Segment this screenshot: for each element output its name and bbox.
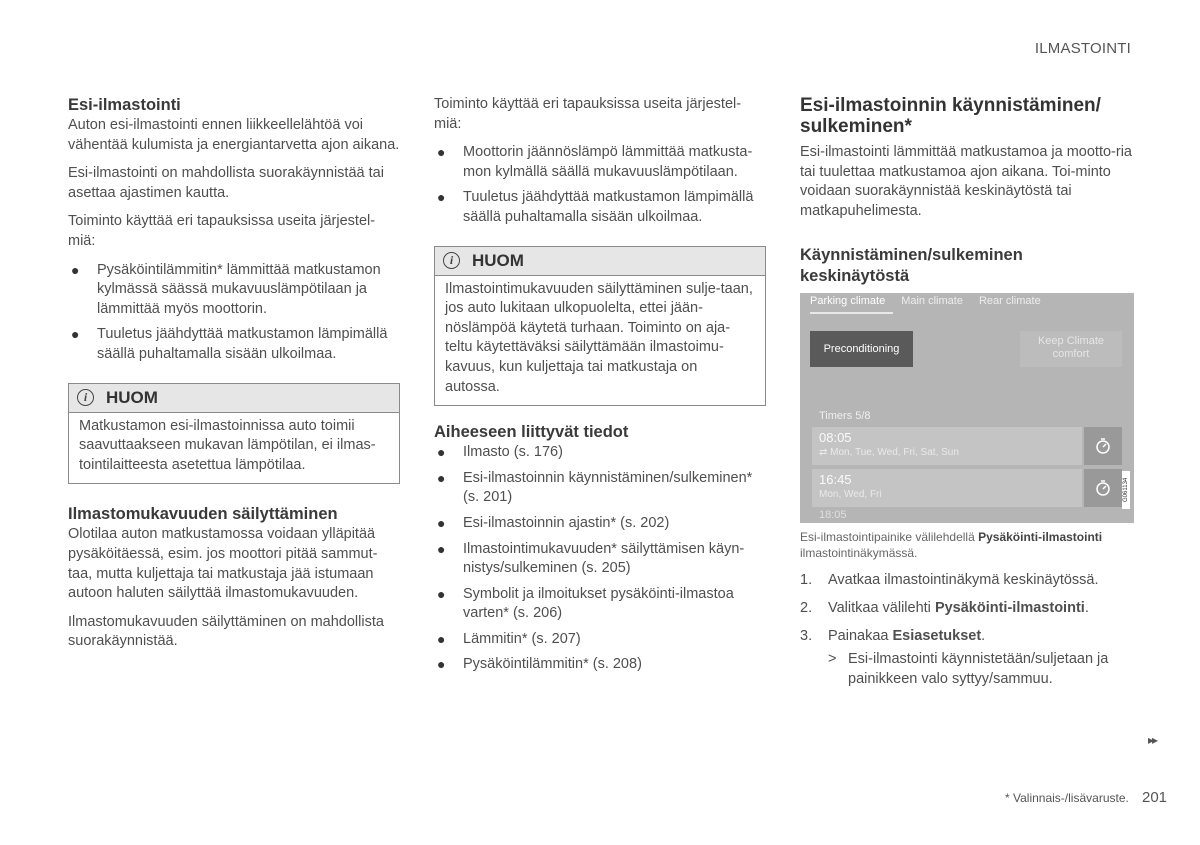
step-result: > Esi-ilmastointi käynnistetään/suljetaan ja painikkeen valo syttyy/sammuu. xyxy=(828,651,1109,687)
list-item: ● Tuuletus jäähdyttää matkustamon lämpimällä säällä puhaltamalla sisään ulkoilmaa. xyxy=(71,326,388,362)
bullet-icon: ● xyxy=(437,444,446,461)
bullet-icon: ● xyxy=(437,585,446,602)
footnote: * Valinnais-/lisävaruste. xyxy=(1005,791,1129,805)
related-list xyxy=(434,443,766,675)
image-code: G061134 xyxy=(1122,471,1130,509)
heading-related: Aiheeseen liittyvät tiedot xyxy=(434,423,629,442)
column-left xyxy=(68,95,400,661)
climate-tabs xyxy=(810,295,1057,314)
timer-days: ⇄ Mon, Tue, Wed, Fri, Sat, Sun xyxy=(819,447,959,459)
list-item: ● Tuuletus jäähdyttää matkustamon lämpimällä säällä puhaltamalla sisään ulkoilmaa. xyxy=(437,189,754,225)
note-box xyxy=(434,246,766,407)
timer-toggle-button[interactable] xyxy=(1084,427,1122,465)
related-link[interactable]: ● Lämmitin* (s. 207) xyxy=(434,630,766,650)
note-header xyxy=(435,247,765,276)
continue-arrows-icon: ▸▸ xyxy=(1148,733,1157,747)
preconditioning-button[interactable]: Preconditioning xyxy=(810,331,913,367)
timer-days: Mon, Wed, Fri xyxy=(819,489,882,501)
info-icon: i xyxy=(77,389,94,406)
related-link[interactable]: ● Esi-ilmastoinnin ajastin* (s. 202) xyxy=(434,514,766,534)
bullet-icon: ● xyxy=(437,189,446,206)
tab-main-climate[interactable]: Main climate xyxy=(901,295,963,308)
bullet-icon: ● xyxy=(437,656,446,673)
heading-esi-ilmastointi: Esi-ilmastointi xyxy=(68,96,181,114)
timer-time: 08:05 xyxy=(819,430,852,446)
note-title: HUOM xyxy=(472,250,524,270)
bullet-icon: ● xyxy=(437,469,446,486)
bullet-icon: ● xyxy=(71,261,80,278)
heading-sub: Käynnistäminen/sulkeminen keskinäytöstä xyxy=(800,246,1023,286)
note-header xyxy=(69,384,399,413)
keep-climate-button[interactable]: Keep Climate comfort xyxy=(1020,331,1122,367)
timer-toggle-button[interactable] xyxy=(1084,469,1122,507)
image-caption: Esi-ilmastointipainike välilehdellä Pysäköinti-ilmastointi ilmastointinäkymässä. xyxy=(800,530,1103,561)
bullet-icon: ● xyxy=(437,514,446,531)
step-list xyxy=(800,571,1134,646)
step-item: 3. Painakaa Esiasetukset. xyxy=(800,627,986,644)
list-item: ● Moottorin jäännöslämpö lämmittää matkusta-mon kylmällä säällä mukavuuslämpötilaan. xyxy=(437,144,753,180)
paragraph: Olotilaa auton matkustamossa voidaan ylläpitää pysäköitäessä, esim. jos moottori pitää sammut-taa, mutta kuljettaja tai matkustaja jää istumaan autoon haluten säilyttää ilmastomukavuuden. xyxy=(68,526,378,602)
bullet-list xyxy=(434,143,766,227)
timer-icon xyxy=(1094,479,1112,497)
list-item: ● Pysäköintilämmitin* lämmittää matkustamon kylmässä säässä mukavuuslämpötilaan ja lämmittää myös moottorin. xyxy=(71,261,381,317)
paragraph: Toiminto käyttää eri tapauksissa useita järjestel-miä: xyxy=(68,213,376,249)
related-link[interactable]: ● Ilmastointimukavuuden* säilyttämisen käyn-nistys/sulkeminen (s. 205) xyxy=(437,540,745,577)
step-item: 2. Valitkaa välilehti Pysäköinti-ilmastointi. xyxy=(800,599,1089,616)
timer-time-partial: 18:05 xyxy=(819,509,847,522)
center-display-image xyxy=(800,293,1134,523)
timer-row[interactable] xyxy=(812,427,1082,465)
timer-row[interactable] xyxy=(812,469,1082,507)
bullet-icon: ● xyxy=(437,630,446,647)
column-middle xyxy=(434,95,766,685)
section-header: ILMASTOINTI xyxy=(1034,40,1131,57)
bullet-icon: ● xyxy=(71,326,80,343)
tab-parking-climate[interactable]: Parking climate xyxy=(810,295,893,314)
info-icon: i xyxy=(443,252,460,269)
paragraph: Ilmastomukavuuden säilyttäminen on mahdollista suorakäynnistää. xyxy=(68,613,384,650)
heading-main: Esi-ilmastoinnin käynnistäminen/ sulkeminen* xyxy=(800,95,1101,137)
timer-icon xyxy=(1094,437,1112,455)
related-link[interactable]: ● Symbolit ja ilmoitukset pysäköinti-ilmastoa varten* (s. 206) xyxy=(437,585,734,622)
paragraph: Esi-ilmastointi on mahdollista suorakäynnistää tai asettaa ajastimen kautta. xyxy=(68,165,384,201)
related-link[interactable]: ● Ilmasto (s. 176) xyxy=(434,443,766,463)
paragraph: Toiminto käyttää eri tapauksissa useita järjestel-miä: xyxy=(434,96,742,132)
paragraph: Esi-ilmastointi lämmittää matkustamoa ja mootto-ria tai tuulettaa matkustamoa ajon aikana. Toi-minto voidaan suorakäynnistää keskinäytöstä tai matkapuhelimesta. xyxy=(800,144,1132,219)
bullet-list xyxy=(68,261,400,365)
related-link[interactable]: ● Pysäköintilämmitin* (s. 208) xyxy=(434,655,766,675)
note-title: HUOM xyxy=(106,387,158,407)
note-body: Ilmastointimukavuuden säilyttäminen sulje-taan, jos auto lukitaan ulkopuolelta, ettei jään-nöslämpöä käytetä turhaan. Toiminto on aja-teltu käytettäväksi säilyttämään ilmastoimu-kavuus, kun kuljettaja tai matkustaja on autossa. xyxy=(445,280,753,395)
result-arrow-icon: > xyxy=(828,651,837,668)
note-box xyxy=(68,383,400,485)
page-number: 201 xyxy=(1142,789,1168,806)
timers-label: Timers 5/8 xyxy=(819,410,871,423)
heading-ilmastomukavuus: Ilmastomukavuuden säilyttäminen xyxy=(68,505,338,524)
paragraph: Auton esi-ilmastointi ennen liikkeellelähtöä voi vähentää kulumista ja energiantarvetta ajon aikana. xyxy=(68,117,400,153)
bullet-icon: ● xyxy=(437,540,446,557)
step-item: 1. Avatkaa ilmastointinäkymä keskinäytössä. xyxy=(800,572,1099,589)
bullet-icon: ● xyxy=(437,144,446,161)
related-link[interactable]: ● Esi-ilmastoinnin käynnistäminen/sulkeminen* (s. 201) xyxy=(437,469,753,506)
note-body: Matkustamon esi-ilmastoinnissa auto toimii saavuttaakseen mukavan lämpötilan, ei ilmas-tointilaitteesta asetettua lämpötilaa. xyxy=(79,417,376,473)
tab-rear-climate[interactable]: Rear climate xyxy=(978,295,1041,308)
timer-time: 16:45 xyxy=(819,472,852,488)
column-right xyxy=(800,95,1134,689)
